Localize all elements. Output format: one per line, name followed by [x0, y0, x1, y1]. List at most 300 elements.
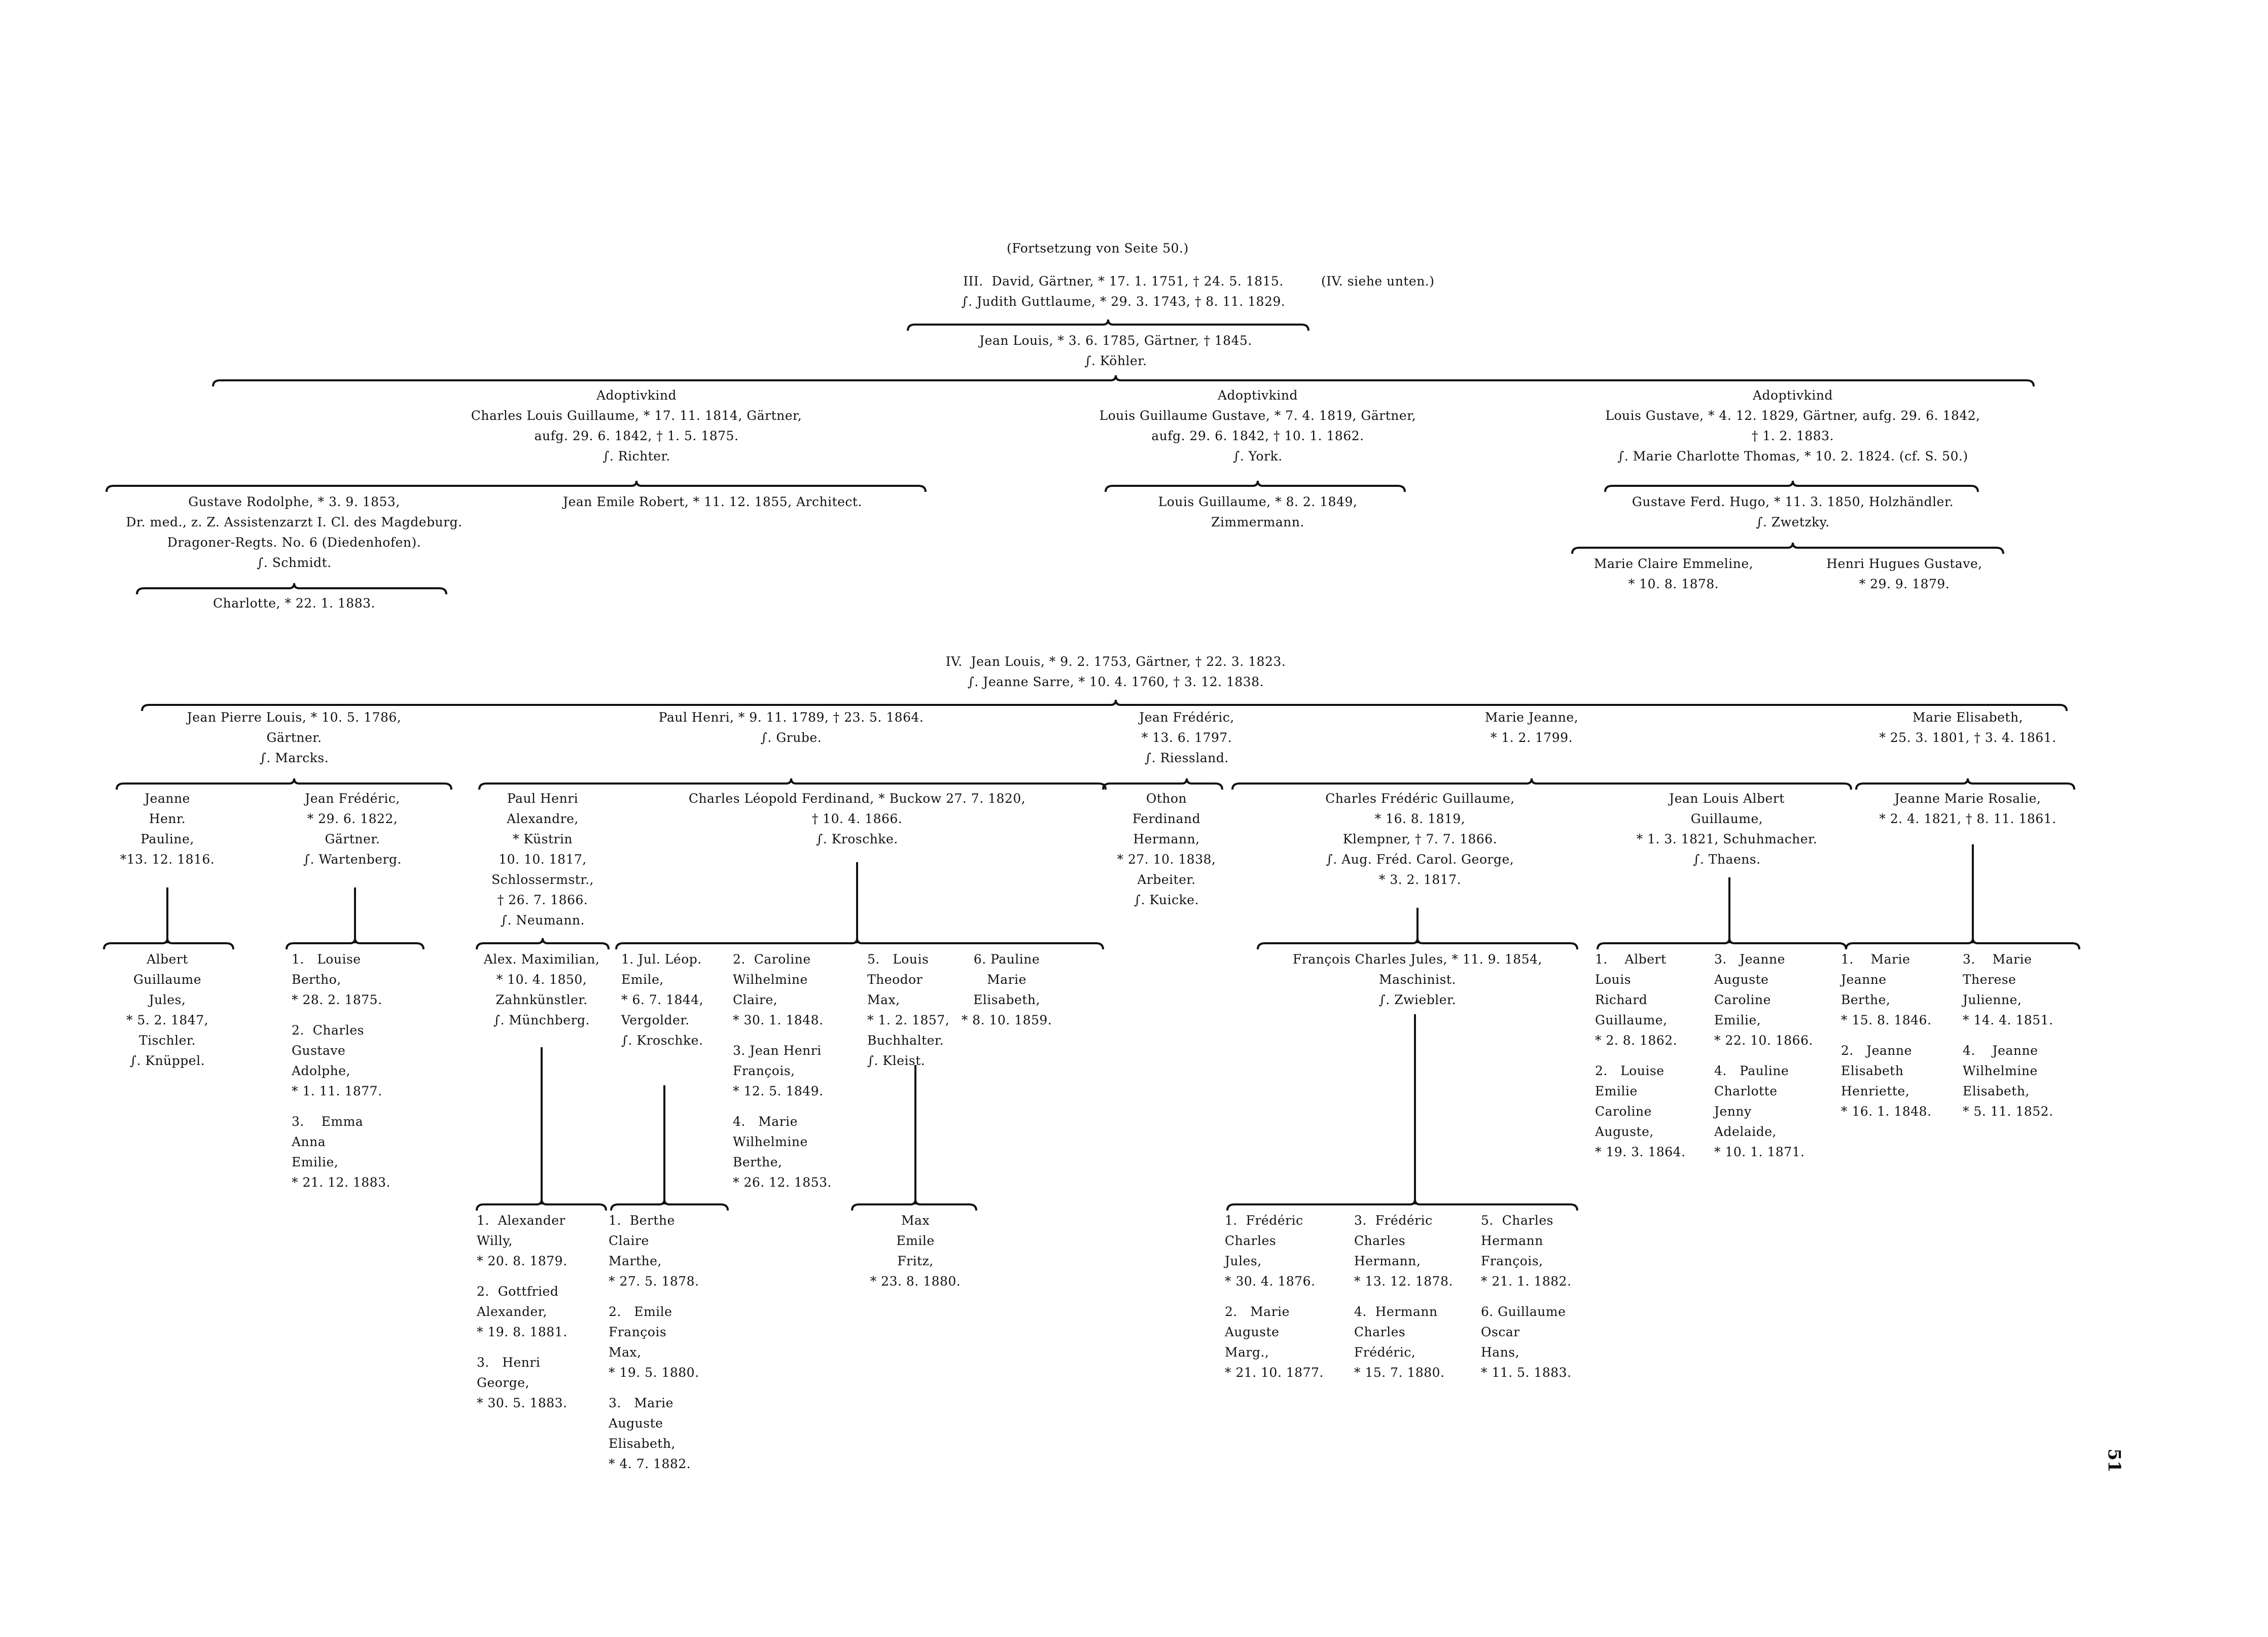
gen-iv-jean-louis	[946, 652, 1286, 692]
jeanne-marie-rosalie-line: Jeanne Marie Rosalie,	[1894, 791, 2041, 806]
jean-frederic-1797-line: ∫. Riessland.	[1145, 751, 1229, 765]
hermann-charles-frederic-line: * 15. 7. 1880.	[1354, 1365, 1445, 1380]
louise-emilie-caroline-auguste-line: Auguste,	[1595, 1124, 1654, 1139]
marie-jeanne-berthe-line: * 15. 8. 1846.	[1841, 1013, 1932, 1027]
adoptee-louis-guillaume-gustave-line: aufg. 29. 6. 1842, † 10. 1. 1862.	[1151, 429, 1364, 443]
marie-auguste-elisabeth-line: * 4. 7. 1882.	[609, 1456, 691, 1471]
louise-bertho-line: 1. Louise	[292, 952, 361, 967]
louise-emilie-caroline-auguste-line: 2. Louise	[1595, 1063, 1664, 1078]
jean-henri-francois-line: * 12. 5. 1849.	[733, 1084, 824, 1098]
adoptee-louis-gustave-line: Adoptivkind	[1752, 388, 1833, 403]
gen-iii-david-line: ∫. Judith Guttlaume, * 29. 3. 1743, † 8. 11. 1829.	[961, 294, 1286, 309]
marie-elisabeth-1801-line: * 25. 3. 1801, † 3. 4. 1861.	[1879, 730, 2057, 745]
paul-henri-children-brace	[479, 778, 1106, 790]
marie-claire-emmeline	[1594, 554, 1753, 594]
gen-iv-jean-louis-line: IV. Jean Louis, * 9. 2. 1753, Gärtner, † 22. 3. 1823.	[945, 654, 1286, 669]
louis-theodor-max-line: * 1. 2. 1857,	[867, 1013, 950, 1027]
alex-maximilian	[484, 949, 600, 1030]
caroline-wilhelmine-claire-line: Wilhelmine	[733, 972, 808, 987]
pauline-charlotte-jenny-adelaide-line: Jenny	[1714, 1104, 1752, 1119]
max-emile-fritz-line: * 23. 8. 1880.	[870, 1274, 961, 1289]
henri-george-line: George,	[477, 1375, 530, 1390]
jeanne-elisabeth-henriette-line: Elisabeth	[1841, 1063, 1904, 1078]
caroline-wilhelmine-claire-line: Claire,	[733, 992, 778, 1007]
marie-auguste-elisabeth-line: Auguste	[609, 1416, 663, 1431]
marie-auguste-marg-line: 2. Marie	[1225, 1304, 1290, 1319]
charles-leopold-ferdinand-line: ∫. Kroschke.	[816, 832, 898, 846]
continuation-note: (Fortsetzung von Seite 50.)	[1007, 241, 1189, 256]
charles-leopold-ferdinand	[689, 789, 1025, 849]
paul-henri-alexandre-brace	[477, 938, 609, 949]
adoptee-charles-louis-guillaume-line: Adoptivkind	[596, 388, 677, 403]
gustave-ferd-hugo-line: ∫. Zwetzky.	[1756, 515, 1830, 529]
charles-hermann-francois	[1481, 1211, 1572, 1292]
marie-wilhelmine-berthe-line: 4. Marie	[733, 1114, 798, 1129]
jean-henri-francois-line: François,	[733, 1063, 795, 1078]
henri-george	[477, 1353, 568, 1413]
albert-guillaume-jules-line: * 5. 2. 1847,	[126, 1013, 209, 1027]
emma-anna-emilie-line: Emilie,	[292, 1155, 339, 1169]
pauline-charlotte-jenny-adelaide-line: * 10. 1. 1871.	[1714, 1145, 1805, 1159]
charles-frederic-guillaume-line: Charles Frédéric Guillaume,	[1325, 791, 1515, 806]
max-emile-fritz-line: Emile	[896, 1233, 935, 1248]
marie-jeanne-berthe-line: Jeanne	[1841, 972, 1887, 987]
marie-auguste-marg-line: * 21. 10. 1877.	[1225, 1365, 1324, 1380]
marie-claire-emmeline-line: * 10. 8. 1878.	[1628, 577, 1719, 591]
charles-leopold-ferdinand-line: Charles Léopold Ferdinand, * Buckow 27. 7. 1820,	[688, 791, 1026, 806]
jeanne-elisabeth-henriette	[1841, 1041, 1932, 1122]
marie-therese-julienne-line: * 14. 4. 1851.	[1963, 1013, 2053, 1027]
pauline-marie-elisabeth-line: * 8. 10. 1859.	[961, 1013, 1052, 1027]
jul-leop-emile-line: ∫. Kroschke.	[621, 1033, 703, 1048]
henri-hugues-gustave	[1826, 554, 1982, 594]
jean-pierre-louis	[187, 707, 402, 768]
marie-jeanne-children-brace	[1232, 778, 1851, 790]
albert-guillaume-jules-line: ∫. Knüppel.	[129, 1053, 205, 1068]
adoptee-charles-louis-guillaume	[471, 385, 802, 467]
othon-ferdinand-hermann-line: Othon	[1146, 791, 1187, 806]
emile-francois-max-line: 2. Emile	[609, 1304, 672, 1319]
frederic-charles-hermann-line: Charles	[1354, 1233, 1406, 1248]
charles-frederic-guillaume-line: ∫. Aug. Fréd. Carol. George,	[1326, 852, 1514, 867]
guillaume-oscar-hans-line: Oscar	[1481, 1325, 1520, 1339]
caroline-wilhelmine-claire	[733, 949, 824, 1030]
marie-jeanne-berthe-line: Berthe,	[1841, 992, 1891, 1007]
guillaume-oscar-hans-line: * 11. 5. 1883.	[1481, 1365, 1572, 1380]
caroline-wilhelmine-claire-line: 2. Caroline	[733, 952, 811, 967]
jul-leop-emile-brace	[611, 1199, 728, 1211]
louis-guillaume-1849-line: Louis Guillaume, * 8. 2. 1849,	[1158, 494, 1358, 509]
hermann-charles-frederic	[1354, 1302, 1445, 1383]
jean-louis-albert-guillaume	[1637, 789, 1818, 870]
frederic-charles-jules-line: Charles	[1225, 1233, 1277, 1248]
jeanne-henr-pauline	[120, 789, 215, 870]
jean-pierre-louis-brace	[117, 778, 451, 790]
gustave-ferd-hugo-line: Gustave Ferd. Hugo, * 11. 3. 1850, Holzhändler.	[1632, 494, 1954, 509]
adoptee-louis-gustave-line: ∫. Marie Charlotte Thomas, * 10. 2. 1824. (cf. S. 50.)	[1617, 449, 1968, 464]
paul-henri-alexandre-line: ∫. Neumann.	[501, 913, 585, 928]
louise-emilie-caroline-auguste	[1595, 1061, 1686, 1162]
jeanne-wilhelmine-elisabeth-line: Wilhelmine	[1963, 1063, 2038, 1078]
othon-ferdinand-hermann-line: Arbeiter.	[1137, 872, 1196, 887]
henri-hugues-gustave-line: * 29. 9. 1879.	[1859, 577, 1950, 591]
emma-anna-emilie	[292, 1112, 391, 1193]
gustave-rodolphe-line: Dr. med., z. Z. Assistenzarzt I. Cl. des Magdeburg.	[126, 515, 463, 529]
louise-emilie-caroline-auguste-line: * 19. 3. 1864.	[1595, 1145, 1686, 1159]
charlotte-1883	[213, 593, 375, 614]
jean-louis-albert-guillaume-line: ∫. Thaens.	[1693, 852, 1761, 867]
jeanne-henr-pauline-line: Pauline,	[140, 832, 194, 846]
albert-guillaume-jules-line: Jules,	[149, 992, 186, 1007]
berthe-claire-marthe-line: 1. Berthe	[609, 1213, 675, 1228]
alex-maximilian-line: Alex. Maximilian,	[483, 952, 600, 967]
gustave-rodolphe-line: ∫. Schmidt.	[257, 555, 332, 570]
paul-henri-alexandre	[491, 789, 594, 931]
marie-wilhelmine-berthe-line: * 26. 12. 1853.	[733, 1175, 832, 1190]
pauline-charlotte-jenny-adelaide-line: 4. Pauline	[1714, 1063, 1789, 1078]
jean-henri-francois-line: 3. Jean Henri	[733, 1043, 822, 1058]
gustave-rodolphe-line: Gustave Rodolphe, * 3. 9. 1853,	[188, 494, 400, 509]
alex-maximilian-line: * 10. 4. 1850,	[496, 972, 587, 987]
frederic-charles-hermann-line: * 13. 12. 1878.	[1354, 1274, 1453, 1289]
frederic-charles-jules-line: 1. Frédéric	[1225, 1213, 1303, 1228]
gustave-ferd-hugo	[1632, 492, 1954, 532]
charles-leopold-children-brace	[616, 938, 1103, 949]
marie-elisabeth-1801	[1879, 707, 2056, 748]
berthe-claire-marthe-line: Marthe,	[609, 1254, 662, 1268]
jeanne-marie-rosalie-brace	[1846, 938, 2079, 949]
marie-claire-emmeline-line: Marie Claire Emmeline,	[1593, 556, 1754, 571]
emile-francois-max-line: François	[609, 1325, 667, 1339]
page-number: 51	[2104, 1448, 2124, 1473]
guillaume-oscar-hans-line: 6. Guillaume	[1481, 1304, 1566, 1319]
marie-therese-julienne	[1963, 949, 2053, 1030]
jean-frederic-1797-brace	[1103, 778, 1222, 790]
alexander-willy	[477, 1211, 568, 1271]
charles-leopold-ferdinand-line: † 10. 4. 1866.	[811, 811, 903, 826]
jeanne-wilhelmine-elisabeth-line: Elisabeth,	[1963, 1084, 2030, 1098]
albert-louis-richard-guillaume-line: 1. Albert	[1595, 952, 1667, 967]
emile-francois-max	[609, 1302, 699, 1383]
jean-louis-albert-guillaume-line: * 1. 3. 1821, Schuhmacher.	[1636, 832, 1818, 846]
jeanne-henr-pauline-line: Jeanne	[145, 791, 190, 806]
louis-theodor-max-line: Theodor	[867, 972, 923, 987]
caroline-wilhelmine-claire-line: * 30. 1. 1848.	[733, 1013, 824, 1027]
jeanne-marie-rosalie-line: * 2. 4. 1821, † 8. 11. 1861.	[1879, 811, 2057, 826]
albert-louis-richard-guillaume-line: * 2. 8. 1862.	[1595, 1033, 1678, 1048]
adoptee-louis-gustave	[1605, 385, 1980, 467]
othon-ferdinand-hermann-line: Ferdinand	[1132, 811, 1201, 826]
emma-anna-emilie-line: * 21. 12. 1883.	[292, 1175, 391, 1190]
marie-elisabeth-1801-line: Marie Elisabeth,	[1912, 710, 2024, 725]
albert-louis-richard-guillaume	[1595, 949, 1677, 1051]
jeanne-auguste-caroline-emilie-line: * 22. 10. 1866.	[1714, 1033, 1813, 1048]
louise-emilie-caroline-auguste-line: Caroline	[1595, 1104, 1652, 1119]
louis-theodor-max-line: Buchhalter.	[867, 1033, 944, 1048]
frederic-charles-hermann-line: 3. Frédéric	[1354, 1213, 1433, 1228]
alexander-willy-line: * 20. 8. 1879.	[477, 1254, 568, 1268]
jean-frederic-1822-line: * 29. 6. 1822,	[307, 811, 398, 826]
louis-theodor-max-line: 5. Louis	[867, 952, 929, 967]
gen-iv-jean-louis-line: ∫. Jeanne Sarre, * 10. 4. 1760, † 3. 12. 1838.	[967, 674, 1264, 689]
jean-emile-robert-line: Jean Emile Robert, * 11. 12. 1855, Architect.	[563, 494, 862, 509]
jean-louis-1785-line: Jean Louis, * 3. 6. 1785, Gärtner, † 1845.	[979, 333, 1252, 348]
emile-francois-max-line: * 19. 5. 1880.	[609, 1365, 699, 1380]
albert-louis-richard-guillaume-line: Louis	[1595, 972, 1632, 987]
jeanne-auguste-caroline-emilie-line: Caroline	[1714, 992, 1771, 1007]
pauline-marie-elisabeth-line: Elisabeth,	[973, 992, 1040, 1007]
charles-gustave-adolphe	[292, 1020, 382, 1101]
jeanne-elisabeth-henriette-line: * 16. 1. 1848.	[1841, 1104, 1932, 1119]
pauline-charlotte-jenny-adelaide-line: Adelaide,	[1714, 1124, 1777, 1139]
albert-louis-richard-guillaume-line: Richard	[1595, 992, 1648, 1007]
adoptee-louis-guillaume-gustave-line: Adoptivkind	[1217, 388, 1298, 403]
jean-frederic-1822-line: ∫. Wartenberg.	[303, 852, 402, 867]
jean-frederic-1822-line: Gärtner.	[325, 832, 380, 846]
marie-auguste-elisabeth-line: Elisabeth,	[609, 1436, 676, 1451]
berthe-claire-marthe	[609, 1211, 699, 1292]
paul-henri-alexandre-line: * Küstrin	[512, 832, 573, 846]
louis-theodor-max-brace	[852, 1199, 976, 1211]
louise-bertho-line: * 28. 2. 1875.	[292, 992, 382, 1007]
albert-louis-richard-guillaume-line: Guillaume,	[1595, 1013, 1668, 1027]
jean-louis-albert-guillaume-line: Guillaume,	[1690, 811, 1763, 826]
jeanne-henr-pauline-line: *13. 12. 1816.	[120, 852, 215, 867]
gustave-rodolphe	[126, 492, 462, 573]
gustave-rodolphe-line: Dragoner-Regts. No. 6 (Diedenhofen).	[167, 535, 421, 550]
marie-jeanne-1799-line: Marie Jeanne,	[1484, 710, 1579, 725]
emile-francois-max-line: Max,	[609, 1345, 642, 1360]
marie-auguste-elisabeth-line: 3. Marie	[609, 1396, 674, 1410]
louis-guillaume-1849	[1158, 492, 1358, 532]
pauline-marie-elisabeth	[962, 949, 1052, 1030]
guillaume-oscar-hans-line: Hans,	[1481, 1345, 1520, 1360]
charles-frederic-guillaume	[1325, 789, 1514, 890]
francois-charles-jules-line: ∫. Zwiebler.	[1378, 992, 1457, 1007]
jeanne-elisabeth-henriette-line: Henriette,	[1841, 1084, 1910, 1098]
charles-frederic-guillaume-line: * 16. 8. 1819,	[1374, 811, 1466, 826]
gottfried-alexander	[477, 1282, 568, 1342]
hermann-charles-frederic-line: Charles	[1354, 1325, 1406, 1339]
jean-frederic-1797-line: * 13. 6. 1797.	[1141, 730, 1232, 745]
jeanne-henr-pauline-brace	[104, 938, 233, 949]
louis-gustave-brace	[1605, 481, 1978, 492]
paul-henri-alexandre-line: 10. 10. 1817,	[499, 852, 587, 867]
marie-wilhelmine-berthe-line: Wilhelmine	[733, 1134, 808, 1149]
paul-henri-alexandre-line: Paul Henri	[507, 791, 579, 806]
frederic-charles-jules-line: * 30. 4. 1876.	[1225, 1274, 1316, 1289]
francois-charles-jules-brace	[1227, 1199, 1577, 1211]
adoptee-louis-guillaume-gustave-line: ∫. York.	[1233, 449, 1283, 464]
emma-anna-emilie-line: Anna	[292, 1134, 326, 1149]
alexander-willy-line: 1. Alexander	[477, 1213, 565, 1228]
adoptee-charles-louis-guillaume-line: aufg. 29. 6. 1842, † 1. 5. 1875.	[534, 429, 739, 443]
louis-theodor-max-line: ∫. Kleist.	[867, 1053, 926, 1068]
gustave-rodolphe-brace	[137, 583, 446, 594]
adoptee-louis-guillaume-gustave-line: Louis Guillaume Gustave, * 7. 4. 1819, Gärtner,	[1099, 408, 1416, 423]
marie-auguste-elisabeth	[609, 1393, 691, 1474]
jeanne-auguste-caroline-emilie	[1714, 949, 1813, 1051]
pauline-charlotte-jenny-adelaide-line: Charlotte	[1714, 1084, 1778, 1098]
jean-frederic-1797-line: Jean Frédéric,	[1139, 710, 1234, 725]
emma-anna-emilie-line: 3. Emma	[292, 1114, 364, 1129]
jean-emile-robert	[563, 492, 862, 512]
adoptee-charles-louis-guillaume-line: Charles Louis Guillaume, * 17. 11. 1814, Gärtner,	[471, 408, 802, 423]
louis-theodor-max	[867, 949, 949, 1071]
henri-george-line: * 30. 5. 1883.	[477, 1396, 568, 1410]
jean-pierre-louis-line: Gärtner.	[266, 730, 322, 745]
charles-hermann-francois-line: 5. Charles	[1481, 1213, 1553, 1228]
charles-hermann-francois-line: François,	[1481, 1254, 1543, 1268]
jean-louis-1785	[979, 331, 1252, 371]
othon-ferdinand-hermann-line: Hermann,	[1133, 832, 1200, 846]
gottfried-alexander-line: * 19. 8. 1881.	[477, 1325, 568, 1339]
francois-charles-jules-line: Maschinist.	[1379, 972, 1456, 987]
jeanne-henr-pauline-line: Henr.	[149, 811, 186, 826]
jeanne-wilhelmine-elisabeth-line: * 5. 11. 1852.	[1963, 1104, 2053, 1119]
pauline-charlotte-jenny-adelaide	[1714, 1061, 1805, 1162]
jeanne-auguste-caroline-emilie-line: Auguste	[1714, 972, 1769, 987]
charles-gustave-adolphe-line: Adolphe,	[292, 1063, 350, 1078]
charles-frederic-guillaume-line: Klempner, † 7. 7. 1866.	[1342, 832, 1498, 846]
adoptee-louis-guillaume-gustave	[1100, 385, 1416, 467]
adoptee-louis-gustave-line: Louis Gustave, * 4. 12. 1829, Gärtner, aufg. 29. 6. 1842,	[1605, 408, 1980, 423]
max-emile-fritz-line: Fritz,	[897, 1254, 934, 1268]
albert-guillaume-jules-line: Guillaume	[133, 972, 202, 987]
charles-hermann-francois-line: * 21. 1. 1882.	[1481, 1274, 1572, 1289]
charles-louis-children-brace	[107, 481, 926, 492]
jeanne-auguste-caroline-emilie-line: Emilie,	[1714, 1013, 1761, 1027]
louis-guillaume-gustave-brace	[1106, 481, 1405, 492]
louise-emilie-caroline-auguste-line: Emilie	[1595, 1084, 1638, 1098]
charlotte-1883-line: Charlotte, * 22. 1. 1883.	[213, 596, 375, 611]
paul-henri-alexandre-line: Alexandre,	[507, 811, 579, 826]
francois-charles-jules	[1293, 949, 1542, 1010]
jeanne-elisabeth-henriette-line: 2. Jeanne	[1841, 1043, 1912, 1058]
alex-maximilian-line: Zahnkünstler.	[495, 992, 588, 1007]
frederic-charles-hermann-line: Hermann,	[1354, 1254, 1421, 1268]
marie-wilhelmine-berthe	[733, 1112, 832, 1193]
jean-frederic-1797	[1139, 707, 1234, 768]
charles-gustave-adolphe-line: * 1. 11. 1877.	[292, 1084, 382, 1098]
paul-henri-alexandre-line: Schlossermstr.,	[491, 872, 594, 887]
albert-guillaume-jules-line: Tischler.	[138, 1033, 196, 1048]
marie-jeanne-berthe-line: 1. Marie	[1841, 952, 1910, 967]
jeanne-marie-rosalie	[1879, 789, 2056, 829]
frederic-charles-jules	[1225, 1211, 1316, 1292]
jul-leop-emile-line: Emile,	[621, 972, 664, 987]
charles-hermann-francois-line: Hermann	[1481, 1233, 1543, 1248]
gen-iii-brace	[908, 319, 1308, 331]
berthe-claire-marthe-line: * 27. 5. 1878.	[609, 1274, 699, 1289]
jean-louis-albert-brace	[1598, 938, 1846, 949]
jul-leop-emile-line: 1. Jul. Léop.	[621, 952, 702, 967]
berthe-claire-marthe-line: Claire	[609, 1233, 649, 1248]
jean-pierre-louis-line: ∫. Marcks.	[259, 751, 329, 765]
charles-gustave-adolphe-line: Gustave	[292, 1043, 346, 1058]
jeanne-wilhelmine-elisabeth-line: 4. Jeanne	[1963, 1043, 2038, 1058]
adoptee-charles-louis-guillaume-line: ∫. Richter.	[603, 449, 670, 464]
louis-guillaume-1849-line: Zimmermann.	[1211, 515, 1304, 529]
see-below-note: (IV. siehe unten.)	[1321, 274, 1435, 289]
othon-ferdinand-hermann	[1117, 789, 1216, 910]
francois-charles-jules-line: François Charles Jules, * 11. 9. 1854,	[1293, 952, 1542, 967]
paul-henri-1789-line: Paul Henri, * 9. 11. 1789, † 23. 5. 1864.	[658, 710, 924, 725]
charles-gustave-adolphe-line: 2. Charles	[292, 1023, 364, 1038]
gen-iii-david-line: III. David, Gärtner, * 17. 1. 1751, † 24. 5. 1815.	[963, 274, 1284, 289]
pauline-marie-elisabeth-line: 6. Pauline	[973, 952, 1040, 967]
gottfried-alexander-line: 2. Gottfried	[477, 1284, 559, 1299]
marie-therese-julienne-line: 3. Marie	[1963, 952, 2032, 967]
marie-therese-julienne-line: Therese	[1963, 972, 2016, 987]
frederic-charles-jules-line: Jules,	[1225, 1254, 1262, 1268]
marie-therese-julienne-line: Julienne,	[1963, 992, 2022, 1007]
alex-maximilian-brace	[477, 1199, 606, 1211]
gottfried-alexander-line: Alexander,	[477, 1304, 547, 1319]
guillaume-oscar-hans	[1481, 1302, 1572, 1383]
louis-theodor-max-line: Max,	[867, 992, 900, 1007]
jeanne-auguste-caroline-emilie-line: 3. Jeanne	[1714, 952, 1785, 967]
henri-hugues-gustave-line: Henri Hugues Gustave,	[1826, 556, 1982, 571]
jul-leop-emile-line: * 6. 7. 1844,	[621, 992, 704, 1007]
adoptee-louis-gustave-line: † 1. 2. 1883.	[1751, 429, 1834, 443]
hermann-charles-frederic-line: 4. Hermann	[1354, 1304, 1438, 1319]
jean-henri-francois	[733, 1041, 824, 1101]
marie-auguste-marg-line: Auguste	[1225, 1325, 1280, 1339]
paul-henri-alexandre-line: † 26. 7. 1866.	[497, 893, 588, 907]
albert-guillaume-jules	[126, 949, 208, 1071]
marie-jeanne-1799	[1485, 707, 1578, 748]
marie-jeanne-berthe	[1841, 949, 1932, 1030]
frederic-charles-hermann	[1354, 1211, 1453, 1292]
pauline-marie-elisabeth-line: Marie	[987, 972, 1026, 987]
max-emile-fritz	[870, 1211, 961, 1292]
alexander-willy-line: Willy,	[477, 1233, 513, 1248]
marie-wilhelmine-berthe-line: Berthe,	[733, 1155, 783, 1169]
othon-ferdinand-hermann-line: ∫. Kuicke.	[1133, 893, 1199, 907]
charles-frederic-guillaume-brace	[1258, 938, 1577, 949]
marie-elisabeth-brace	[1856, 778, 2074, 790]
albert-guillaume-jules-line: Albert	[147, 952, 188, 967]
marie-jeanne-1799-line: * 1. 2. 1799.	[1490, 730, 1573, 745]
jeanne-wilhelmine-elisabeth	[1963, 1041, 2053, 1122]
louise-bertho	[292, 949, 382, 1010]
marie-auguste-marg-line: Marg.,	[1225, 1345, 1269, 1360]
jean-frederic-1822	[303, 789, 402, 870]
jean-pierre-louis-line: Jean Pierre Louis, * 10. 5. 1786,	[187, 710, 402, 725]
hermann-charles-frederic-line: Frédéric,	[1354, 1345, 1416, 1360]
louise-bertho-line: Bertho,	[292, 972, 341, 987]
jean-frederic-1822-line: Jean Frédéric,	[305, 791, 400, 806]
gen-iii-david	[962, 271, 1286, 312]
paul-henri-1789	[659, 707, 924, 748]
jul-leop-emile-line: Vergolder.	[621, 1013, 690, 1027]
gustave-ferd-hugo-brace	[1572, 543, 2003, 554]
charles-frederic-guillaume-line: * 3. 2. 1817.	[1378, 872, 1462, 887]
marie-auguste-marg	[1225, 1302, 1324, 1383]
jean-louis-albert-guillaume-line: Jean Louis Albert	[1669, 791, 1785, 806]
jean-frederic-1822-brace	[287, 938, 423, 949]
alex-maximilian-line: ∫. Münchberg.	[493, 1013, 590, 1027]
jean-louis-1785-line: ∫. Köhler.	[1084, 353, 1147, 368]
adoptees-brace	[213, 375, 2034, 386]
paul-henri-1789-line: ∫. Grube.	[760, 730, 822, 745]
jul-leop-emile	[621, 949, 703, 1051]
max-emile-fritz-line: Max	[901, 1213, 930, 1228]
gen-iv-children-brace	[142, 700, 2067, 711]
othon-ferdinand-hermann-line: * 27. 10. 1838,	[1117, 852, 1216, 867]
henri-george-line: 3. Henri	[477, 1355, 541, 1370]
